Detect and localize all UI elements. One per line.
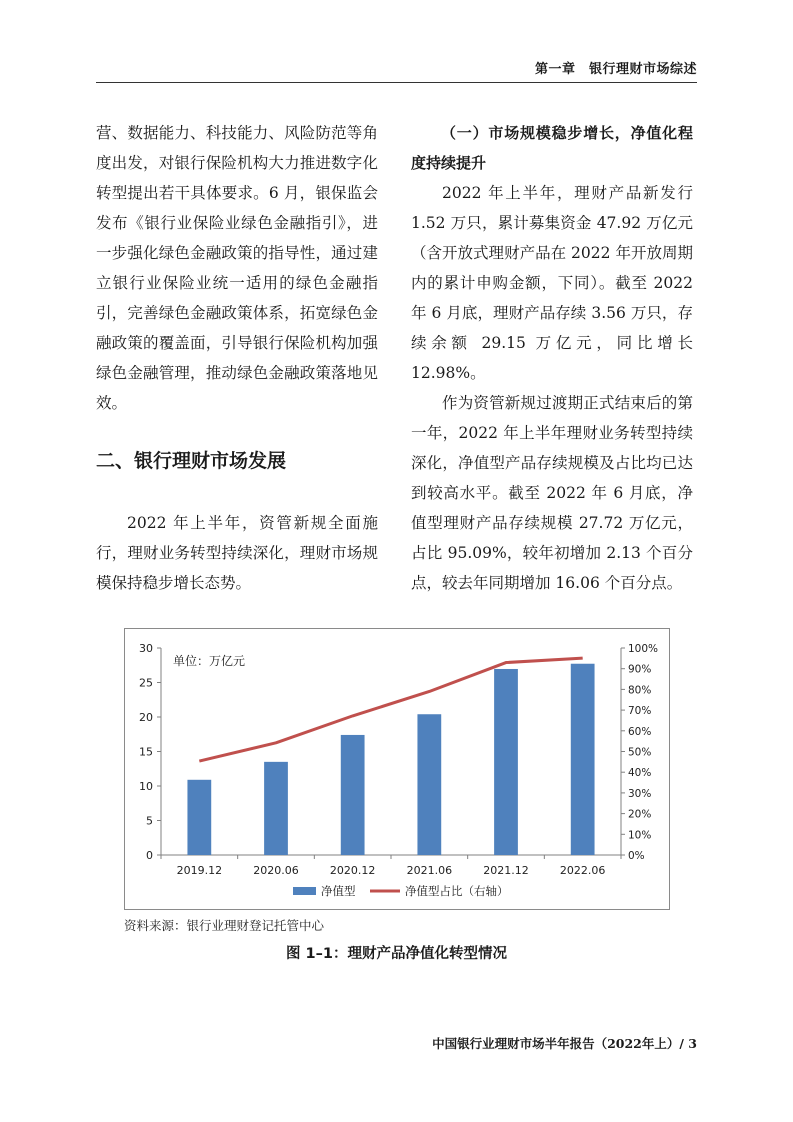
bar-2022.06 (571, 664, 595, 855)
figure-caption: 图 1–1：理财产品净值化转型情况 (286, 946, 507, 962)
page-footer: 中国银行业理财市场半年报告（2022年上）/ 3 (432, 1036, 697, 1051)
section-title: 二、银行理财市场发展 (96, 450, 287, 472)
bar-2020.12 (341, 735, 365, 855)
unit-label: 单位：万亿元 (173, 654, 246, 668)
bar-2021.12 (494, 669, 518, 855)
x-tick-label: 2020.06 (253, 864, 299, 877)
left-tick-label: 30 (139, 642, 153, 655)
chapter-header: 第一章 银行理财市场综述 (534, 62, 697, 77)
right-tick-label: 80% (628, 684, 652, 697)
left-tick-label: 15 (139, 745, 153, 759)
subsection-title: （一）市场规模稳步增长，净值化程度持续提升 (411, 124, 693, 172)
right-tick-label: 0% (628, 850, 645, 862)
right-tick-label: 40% (628, 767, 652, 780)
right-column (411, 118, 693, 598)
left-tick-label: 0 (146, 849, 153, 862)
right-tick-label: 60% (628, 725, 652, 738)
right-paragraph-2: 作为资管新规过渡期正式结束后的第一年，2022 年上半年理财业务转型持续深化，净值型产品存续规模及占比均已达到较高水平。截至 2022 年 6 月底，净值型理财产品存续规模 27.72 万亿元，占比 95.09%，较年初增加 2.13 个百分点，较去年同期增加 16.06 个百分点。 (411, 394, 693, 592)
combo-chart (125, 629, 671, 911)
x-tick-label: 2021.12 (483, 864, 529, 877)
legend-bar-label: 净值型 (321, 884, 356, 898)
right-tick-label: 20% (628, 808, 652, 821)
bar-2019.12 (187, 780, 211, 855)
right-tick-label: 30% (628, 787, 652, 800)
left-tick-label: 25 (139, 676, 153, 690)
header-divider (96, 82, 697, 83)
legend-bar-swatch (293, 887, 316, 895)
right-tick-label: 10% (628, 829, 652, 842)
x-tick-label: 2019.12 (176, 864, 223, 877)
left-paragraph-1: 营、数据能力、科技能力、风险防范等角度出发，对银行保险机构大力推进数字化转型提出若干具体要求。6 月，银保监会发布《银行业保险业绿色金融指引》，进一步强化绿色金融政策的指导性，通过建立银行业保险业统一适用的绿色金融指引，完善绿色金融政策体系，拓宽绿色金融政策的覆盖面，引导银行保险机构加强绿色金融管理，推动绿色金融政策落地见效。 (96, 124, 378, 412)
left-tick-label: 20 (139, 711, 153, 724)
right-tick-label: 100% (628, 643, 659, 655)
bar-2020.06 (264, 762, 288, 855)
left-column (96, 118, 378, 598)
legend-line-label: 净值型占比（右轴） (405, 884, 509, 898)
bar-2021.06 (417, 714, 441, 855)
right-tick-label: 50% (628, 746, 652, 759)
chart-figure (124, 628, 670, 910)
x-tick-label: 2021.06 (406, 864, 453, 877)
right-tick-label: 90% (628, 663, 652, 676)
right-paragraph-1: 2022 年上半年，理财产品新发行 1.52 万只，累计募集资金 47.92 万亿元（含开放式理财产品在 2022 年开放周期内的累计申购金额，下同）。截至 2022 年 6 月底，理财产品存续 3.56 万只，存续余额 29.15 万亿元，同比增长 12.98%。 (411, 184, 693, 382)
x-tick-label: 2022.06 (559, 864, 606, 877)
x-tick-label: 2020.12 (329, 864, 376, 877)
left-paragraph-2: 2022 年上半年，资管新规全面施行，理财业务转型持续深化，理财市场规模保持稳步增长态势。 (96, 514, 378, 592)
source-note: 资料来源：银行业理财登记托管中心 (124, 918, 325, 933)
left-tick-label: 10 (139, 780, 153, 793)
right-tick-label: 70% (628, 705, 652, 718)
ratio-line (199, 658, 582, 761)
left-tick-label: 5 (146, 814, 153, 828)
